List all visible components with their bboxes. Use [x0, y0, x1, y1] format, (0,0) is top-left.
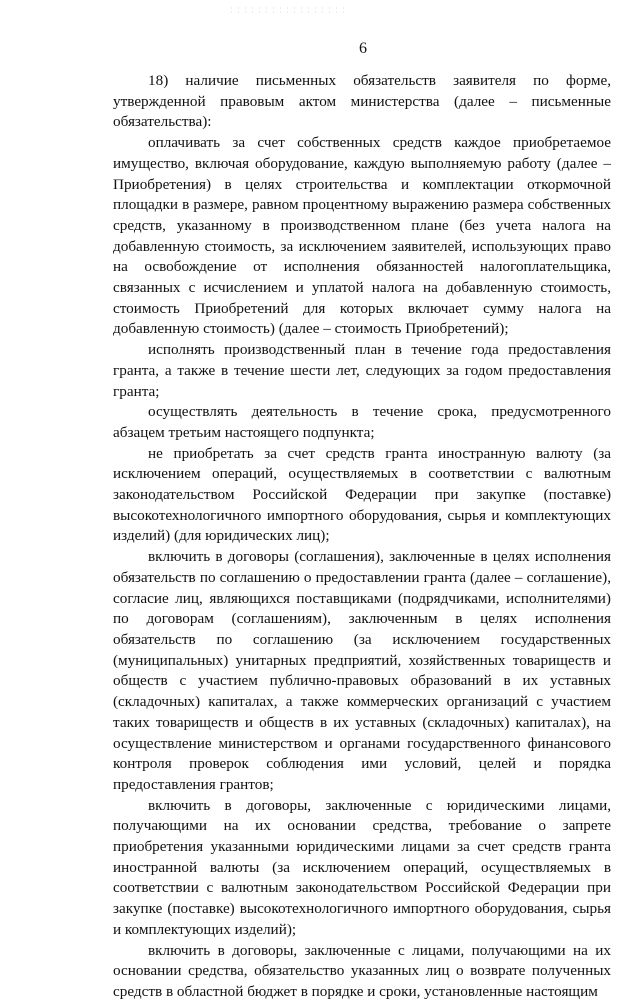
- document-body: [113, 71, 611, 1003]
- scan-artifact: [228, 6, 348, 14]
- paragraph-no-foreign-currency: не приобретать за счет средств гранта иностранную валюту (за исключением операций, осуществляемых в соответствии с валютным законодательством Российской Федерации при закупке (поставке) высокотехнологичного импортного оборудования, сырья и комплектующих изделий) (для юридических лиц);: [113, 444, 611, 545]
- paragraph-supplier-consent: включить в договоры (соглашения), заключенные в целях исполнения обязательств по соглашению о предоставлении гранта (далее – соглашение), согласие лиц, являющихся поставщиками (подрядчиками, исполнителями) по договорам (соглашениям), заключенным в целях исполнения обязательств по соглашению (за исключением государственных (муниципальных) унитарных предприятий, хозяйственных товариществ и обществ с участием публично-правовых образований в их уставных (складочных) капиталах, а также коммерческих организаций с участием таких товариществ и обществ в их уставных (складочных) капиталах), на осуществление министерством и органами государственного финансового контроля проверок соблюдения ими условий, целей и порядка предоставления грантов;: [113, 548, 611, 793]
- paragraph-return-obligation: включить в договоры, заключенные с лицами, получающими на их основании средства, обязательство указанных лиц о возврате полученных средств в областной бюджет в порядке и сроки, установленные настоящим: [113, 941, 611, 1000]
- paragraph-legal-entities-ban: включить в договоры, заключенные с юридическими лицами, получающими на их основании средства, требование о запрете приобретения указанными юридическими лицами за счет средств гранта иностранной валюты (за исключением операций, осуществляемых в соответствии с валютным законодательством Российской Федерации при закупке (поставке) высокотехнологичного импортного оборудования, сырья и комплектующих изделий);: [113, 796, 611, 938]
- paragraph-18-intro: 18) наличие письменных обязательств заявителя по форме, утвержденной правовым актом министерства (далее – письменные обязательства):: [113, 72, 611, 131]
- paragraph-activity-term: осуществлять деятельность в течение срока, предусмотренного абзацем третьим настоящего подпункта;: [113, 403, 611, 441]
- paragraph-production-plan: исполнять производственный план в течение года предоставления гранта, а также в течение шести лет, следующих за годом предоставления гранта;: [113, 341, 611, 400]
- page-number: 6: [359, 40, 367, 57]
- paragraph-pay-own-funds: оплачивать за счет собственных средств каждое приобретаемое имущество, включая оборудование, каждую выполняемую работу (далее – Приобретения) в целях строительства и комплектации откормочной площадки в размере, равном процентному выражению размера собственных средств, указанному в производственном плане (без учета налога на добавленную стоимость, за исключением заявителей, использующих право на освобождение от исполнения обязанностей налогоплательщика, связанных с исчислением и уплатой налога на добавленную стоимость, стоимость Приобретений для которых включает сумму налога на добавленную стоимость) (далее – стоимость Приобретений);: [113, 134, 611, 338]
